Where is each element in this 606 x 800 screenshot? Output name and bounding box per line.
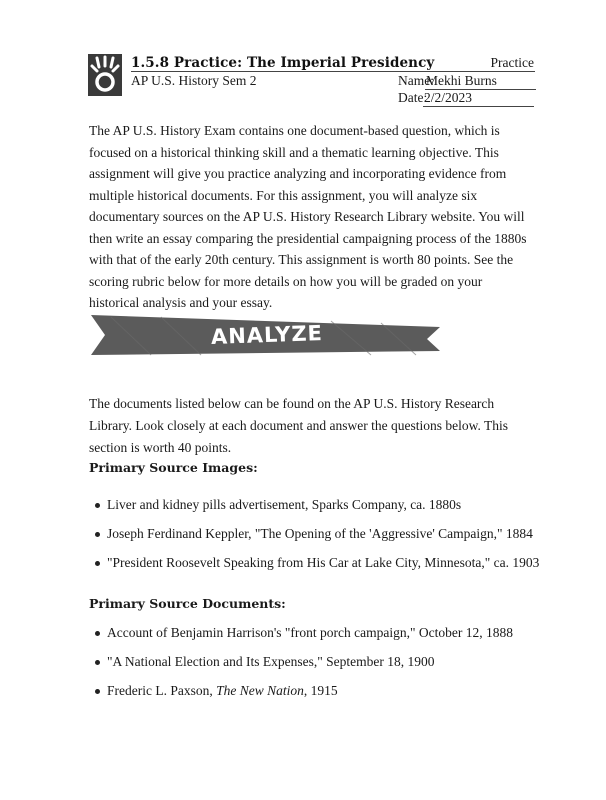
book-title: The New Nation [216, 683, 304, 698]
header-divider [131, 71, 535, 72]
primary-images-list [89, 497, 539, 584]
page-title: 1.5.8 Practice: The Imperial Presidency [131, 55, 435, 71]
section-intro: The documents listed below can be found on the AP U.S. History Research Library. Look closely at each document and answer the questions below. This section is worth 40 points. [89, 396, 509, 455]
primary-documents-heading: Primary Source Documents: [89, 596, 286, 611]
list-item: "A National Election and Its Expenses," September 18, 1900 [89, 654, 513, 683]
name-field [398, 73, 536, 90]
year-text: , 1915 [303, 683, 338, 698]
school-logo-icon [88, 54, 122, 96]
author-text: Frederic L. Paxson, [107, 683, 217, 698]
analyze-banner [91, 311, 440, 357]
list-item: "President Roosevelt Speaking from His Car at Lake City, Minnesota," ca. 1903 [89, 555, 539, 584]
list-item [89, 683, 513, 712]
name-value[interactable]: Mekhi Burns [425, 73, 536, 90]
date-value[interactable]: 2/2/2023 [423, 90, 534, 107]
date-field [398, 90, 534, 107]
list-item: Liver and kidney pills advertisement, Sparks Company, ca. 1880s [89, 497, 539, 526]
primary-images-heading: Primary Source Images: [89, 460, 258, 475]
intro-paragraph: The AP U.S. History Exam contains one document-based question, which is focused on a historical thinking skill and a thematic learning objective. This assignment will give you practice analyzing and incorporating evidence from multiple historical documents. For this assignment, you will analyze six documentary sources on the AP U.S. History Research Library website. You will then write an essay comparing the presidential campaigning process of the 1880s with that of the early 20th century. This assignment is worth 80 points. See the scoring rubric below for more details on how you will be graded on your historical analysis and your essay. [89, 123, 527, 310]
name-label: Name: [398, 73, 434, 88]
list-item: Joseph Ferdinand Keppler, "The Opening of the 'Aggressive' Campaign," 1884 [89, 526, 539, 555]
date-label: Date: [398, 90, 428, 105]
list-item: Account of Benjamin Harrison's "front porch campaign," October 12, 1888 [89, 625, 513, 654]
course-name: AP U.S. History Sem 2 [131, 73, 257, 88]
banner-label: ANALYZE [210, 321, 324, 349]
primary-documents-list [89, 625, 513, 712]
assignment-type: Practice [490, 55, 534, 70]
